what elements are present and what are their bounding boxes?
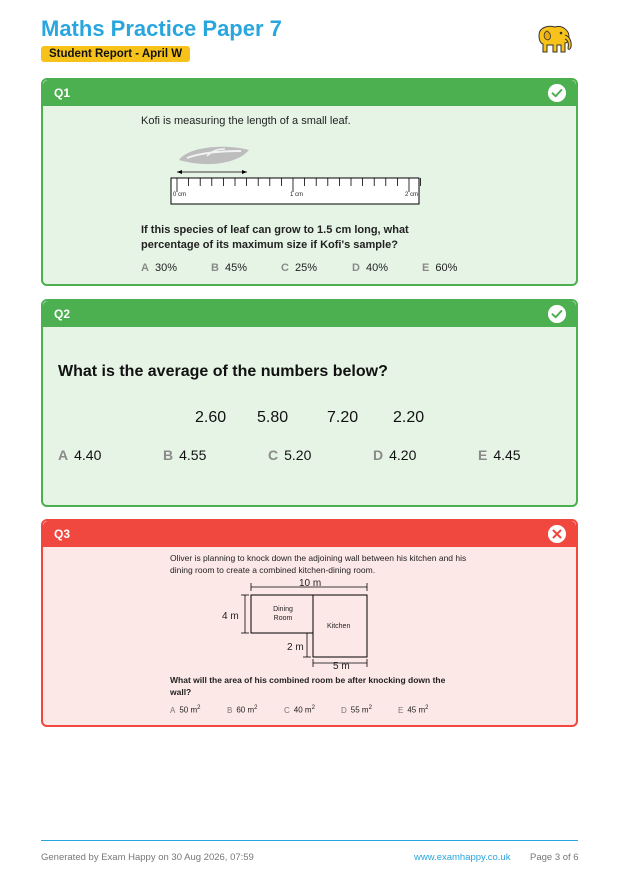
question-text: Oliver is planning to knock down the adjoining wall between his kitchen and his dining room to create a combined kitchen-dining room. (170, 553, 467, 575)
ruler-label-1: 1 cm (290, 192, 304, 198)
room-kitchen: Kitchen (327, 623, 351, 630)
option-a: A 4.40 (58, 447, 102, 463)
option-d: D 4.20 (373, 447, 417, 463)
option-e: E 60% (422, 262, 458, 274)
room-dining: Dining Room (273, 606, 293, 622)
question-label: Q3 (43, 521, 576, 547)
ruler-label-0: 0 cm (173, 192, 187, 198)
question-prompt: What is the average of the numbers below? (58, 363, 388, 380)
option-c: C 25% (281, 262, 317, 274)
option-c: C 5.20 (268, 447, 312, 463)
option-d: D 40% (352, 262, 388, 274)
ruler-label-2: 2 cm (405, 192, 419, 198)
question-text: Kofi is measuring the length of a small leaf. (141, 115, 351, 127)
question-label: Q2 (43, 301, 576, 327)
check-icon (548, 305, 566, 323)
leaf-icon (179, 147, 249, 164)
number-3: 7.20 (327, 409, 359, 426)
option-b: B 60 $m^2$ (227, 705, 258, 715)
dimension-top: 10 m (299, 578, 322, 589)
dimension-middle: 2 m (287, 642, 304, 653)
footer-divider (41, 840, 578, 841)
check-icon (548, 84, 566, 102)
question-label: Q1 (43, 80, 576, 106)
question-prompt: If this species of leaf can grow to 1.5 cm long, what percentage of its maximum size if Kofi's sample? (141, 224, 409, 251)
number-4: 2.20 (393, 409, 425, 426)
floor-plan-diagram (215, 577, 375, 673)
footer-generated: Generated by Exam Happy on 30 Aug 2026, 07:59 (41, 852, 254, 863)
footer-link[interactable]: www.examhappy.co.uk (414, 852, 511, 863)
option-d: D 55 $m^2$ (341, 705, 372, 715)
elephant-logo-icon (531, 23, 573, 55)
option-c: C 40 $m^2$ (284, 705, 315, 715)
dimension-left: 4 m (222, 611, 239, 622)
option-a: A 30% (141, 262, 177, 274)
student-report-badge: Student Report - April W (41, 46, 190, 62)
option-b: B 4.55 (163, 447, 207, 463)
option-e: E 4.45 (478, 447, 521, 463)
question-card-q1 (41, 78, 578, 286)
page-number: Page 3 of 6 (530, 852, 579, 863)
option-b: B 45% (211, 262, 247, 274)
number-1: 2.60 (195, 409, 227, 426)
question-card-q3 (41, 519, 578, 727)
cross-icon (548, 525, 566, 543)
option-e: E 45 $m^2$ (398, 705, 429, 715)
number-2: 5.80 (257, 409, 289, 426)
question-card-q2 (41, 299, 578, 507)
question-prompt: What will the area of his combined room be after knocking down the wall? (170, 675, 446, 697)
option-a: A 50 $m^2$ (170, 705, 201, 715)
page-title: Maths Practice Paper 7 (41, 16, 282, 41)
dimension-bottom: 5 m (333, 661, 350, 672)
